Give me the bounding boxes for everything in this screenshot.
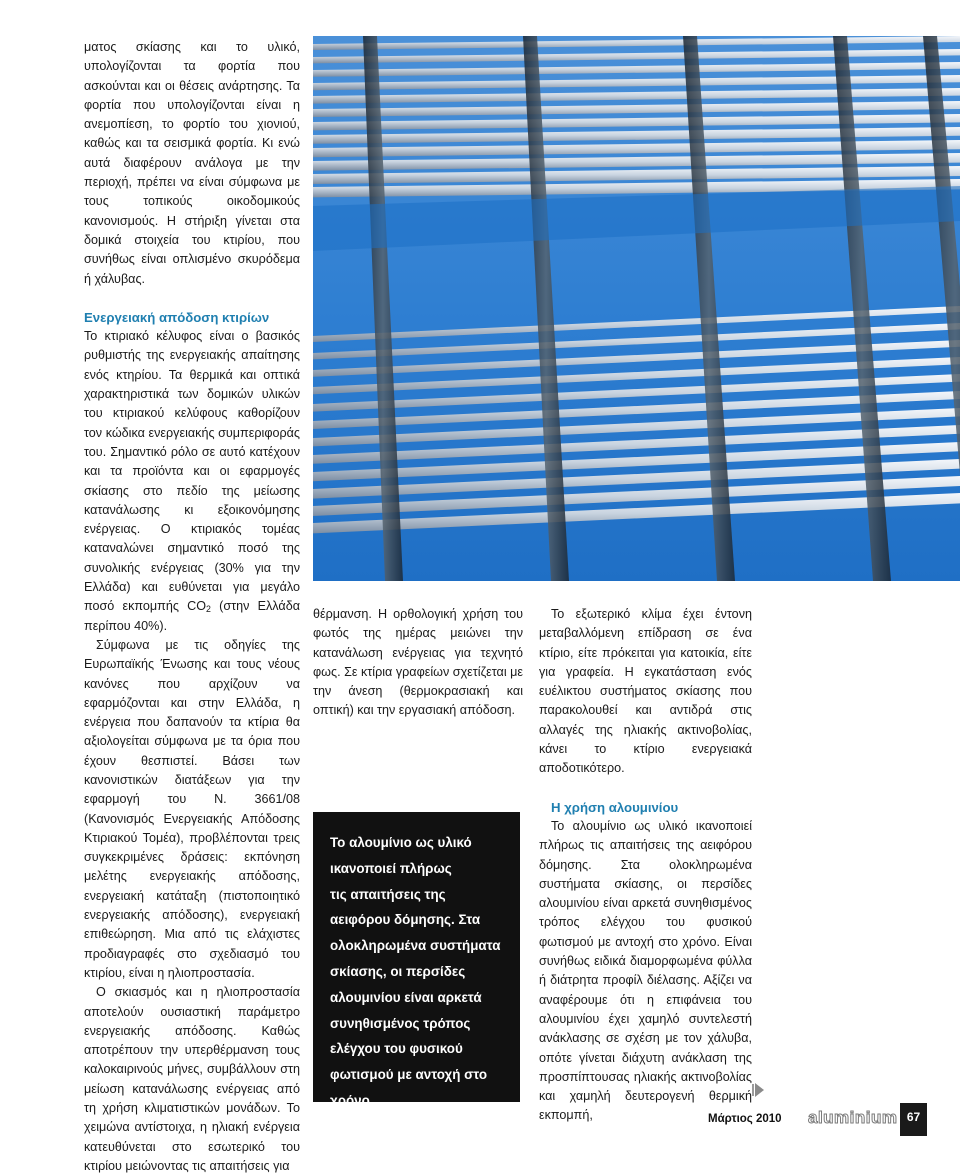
continue-arrow-icon [752, 1082, 764, 1098]
pull-quote-line: φωτισμού με αντοχή στο [330, 1067, 488, 1083]
pull-quote-line: αλουμινίου είναι αρκετά [330, 989, 482, 1005]
article-column-2 [313, 605, 523, 721]
issue-date: Μάρτιος 2010 [708, 1113, 782, 1125]
pull-quote-line: τις απαιτήσεις της [330, 886, 446, 902]
magazine-logo: aluminium [808, 1108, 898, 1127]
section-heading: Ενεργειακή απόδοση κτιρίων [84, 309, 270, 325]
pull-quote-line: ολοκληρωμένα συστήματα [330, 938, 501, 954]
paragraph: ματος σκίασης και το υλικό, υπολογίζονται τα φορτία που ασκούνται και οι θέσεις ανάρτησης. Τα φορτία που υπολογίζονται είναι η ανεμοπίεση, το φορτίο του χιονιού, καθώς και τα σεισμικά φορτία. Κι ενώ αυτά διαφέρουν ανάλογα με την περιοχή, πρέπει να είναι σύμφωνα με τους τοπικούς οικοδομικούς κανονισμούς. Η στήριξη γίνεται στα δομικά στοιχεία του κτιρίου, που συνήθως είναι οπλισμένο σκυρόδεμα ή χάλυβας. [84, 40, 300, 286]
page-number: 67 [906, 1110, 921, 1124]
article-column-1 [84, 38, 300, 1176]
louvres-photo-image [313, 36, 960, 581]
paragraph: Σύμφωνα με τις οδηγίες της Ευρωπαϊκής Ένωσης και τους νέους κανόνες που αρχίζουν να εφαρμόζονται και στην Ελλάδα, η ενέργεια που δαπανούν τα κτίρια θα αξιολογείται σύμφωνα με τα όρια που έχουν θεσπιστεί. Βάσει των κανονιστικών διατάξεων για την εφαρμογή του Ν. 3661/08 (Κανονισμός Ενεργειακής Απόδοσης Κτιριακού Τομέα), προβλέπονται τρεις συγκεκριμένες δράσεις: εκπόνηση μελέτης ενεργειακής απόδοσης, ενεργειακή κατάταξη (πιστοποιητικό ενεργειακής απόδοσης), ενεργειακή επιθεώρηση. Μια από τις ελάχιστες προδιαγραφές στο σχεδιασμό του κτιρίου, είναι η ηλιοπροστασία. [84, 637, 300, 980]
pull-quote [313, 812, 520, 1108]
article-column-3 [539, 605, 752, 1126]
pull-quote-line: σκίασης, οι περσίδες [330, 963, 466, 979]
pull-quote-line: Το αλουμίνιο ως υλικό [330, 835, 472, 850]
paragraph-text: Το κτιριακό κέλυφος είναι ο βασικός ρυθμιστής της ενεργειακής απαίτησης ενός κτηρίου. Τα θερμικά και οπτικά χαρακτηριστικά των δομικών υλικών του κτιριακού κελύφους καθορίζουν τον κώδικα ενεργειακής συμπεριφοράς του. Σημαντικό ρόλο σε αυτό κατέχουν και τα προϊόντα και οι εφαρμογές σκίασης στο πεδίο της μείωσης κατανάλωσης κι εξοικονόμησης ενέργειας. Ο κτιριακός τομέας καταναλώνει σημαντικό ποσό της συνολικής ενέργειας (30% για την Ελλάδα) και ευθύνεται για μεγάλο ποσό εκπομπής CO [84, 329, 300, 614]
paragraph [84, 327, 300, 636]
paragraph: Το αλουμίνιο ως υλικό ικανοποιεί πλήρως τις απαιτήσεις της αειφόρου δόμησης. Στα ολοκληρωμένα συστήματα σκίασης, οι περσίδες αλουμινίου είναι αρκετά συνηθισμένος τρόπος ελέγχου του φυσικού φωτισμού με αντοχή στο χρόνο. Είναι συνήθως ειδικά διαμορφωμένα φύλλα ή διάτρητα προφίλ διέλασης. Αξίζει να αναφέρουμε ότι η επιφάνεια του αλουμινίου έχει χαμηλό συντελεστή ανάκλασης σε σχέση με τον χάλυβα, οπότε γίνεται διάχυτη ανάκλαση της προσπίπτουσας ηλιακής ακτινοβολίας και χαμηλή δευτερογενή θερμική εκπομπή, [539, 818, 752, 1123]
section-heading: Η χρήση αλουμινίου [551, 799, 679, 815]
louvres-photo [313, 36, 960, 581]
pull-quote-line: ελέγχου του φυσικού [330, 1041, 463, 1057]
pull-quote-line: αειφόρου δόμησης. Στα [330, 912, 481, 928]
pull-quote-line: ικανοποιεί πλήρως [330, 860, 452, 876]
paragraph: Ο σκιασμός και η ηλιοπροστασία αποτελούν ουσιαστική παράμετρο ενεργειακής απόδοσης. Καθώς αποτρέπουν την υπερθέρμανση τους καλοκαιρινούς μήνες, συμβάλλουν στη μείωση κατανάλωσης ενέργειας από τη χρήση κλιματιστικών μονάδων. Το χειμώνα αντίστοιχα, η ηλιακή ενέργεια κατευθύνεται στο εσωτερικό του κτιρίου μειώνοντας τις απαιτήσεις για [84, 985, 300, 1173]
paragraph: Το εξωτερικό κλίμα έχει έντονη μεταβαλλόμενη επίδραση σε ένα κτίριο, είτε πρόκειται για κατοικία, είτε για γραφεία. Η εγκατάσταση ενός ευέλικτου συστήματος σκίασης που παρακολουθεί και αντιδρά στις αλλαγές της ηλιακής ακτινοβολίας, κάνει το κτίριο ενεργειακά αποδοτικότερο. [539, 607, 752, 776]
subscript: 2 [206, 604, 211, 615]
pull-quote-line: συνηθισμένος τρόπος [330, 1015, 471, 1031]
paragraph: θέρμανση. Η ορθολογική χρήση του φωτός της ημέρας μειώνει την κατανάλωση ενέργειας για τεχνητό φως. Σε κτίρια γραφείων σχετίζεται με την άνεση (θερμοκρασιακή και οπτική) και την εργασιακή απόδοση. [313, 607, 523, 718]
paragraph-text: (στην Ελλάδα περίπου 40%). [84, 599, 300, 633]
pull-quote-line: χρόνο. [330, 1092, 374, 1108]
